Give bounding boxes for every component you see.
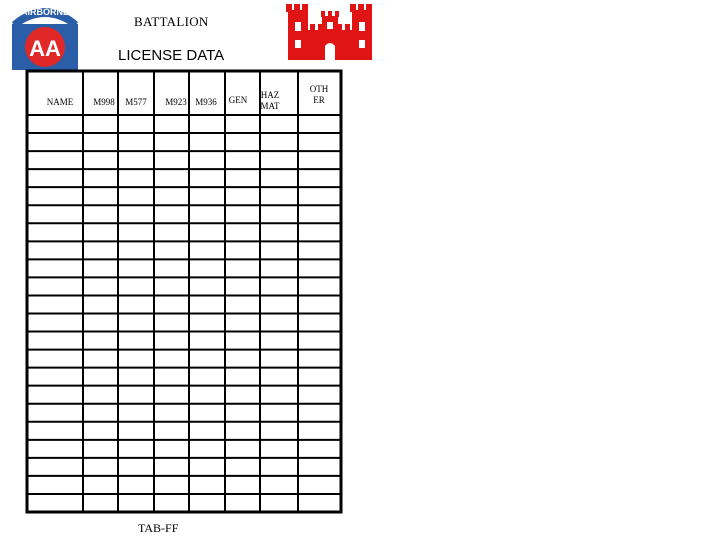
column-header: M923 [165, 97, 187, 107]
column-header: M998 [93, 97, 115, 107]
license-data-title: LICENSE DATA [118, 47, 225, 64]
table-border [27, 71, 341, 512]
column-header: NAME [46, 97, 74, 107]
footer-tab-label: TAB-FF [138, 521, 179, 535]
column-header: GEN [228, 95, 248, 105]
column-header: HAZ MAT [260, 90, 280, 111]
table-header-row [47, 84, 329, 111]
column-header: M577 [125, 97, 147, 107]
svg-text:AA: AA [29, 36, 61, 61]
battalion-title: BATTALION [134, 14, 209, 29]
column-header: M936 [195, 97, 217, 107]
table-grid [27, 71, 341, 512]
patch-text: AIRBORNE [20, 7, 70, 17]
column-header: OTH ER [309, 84, 329, 105]
